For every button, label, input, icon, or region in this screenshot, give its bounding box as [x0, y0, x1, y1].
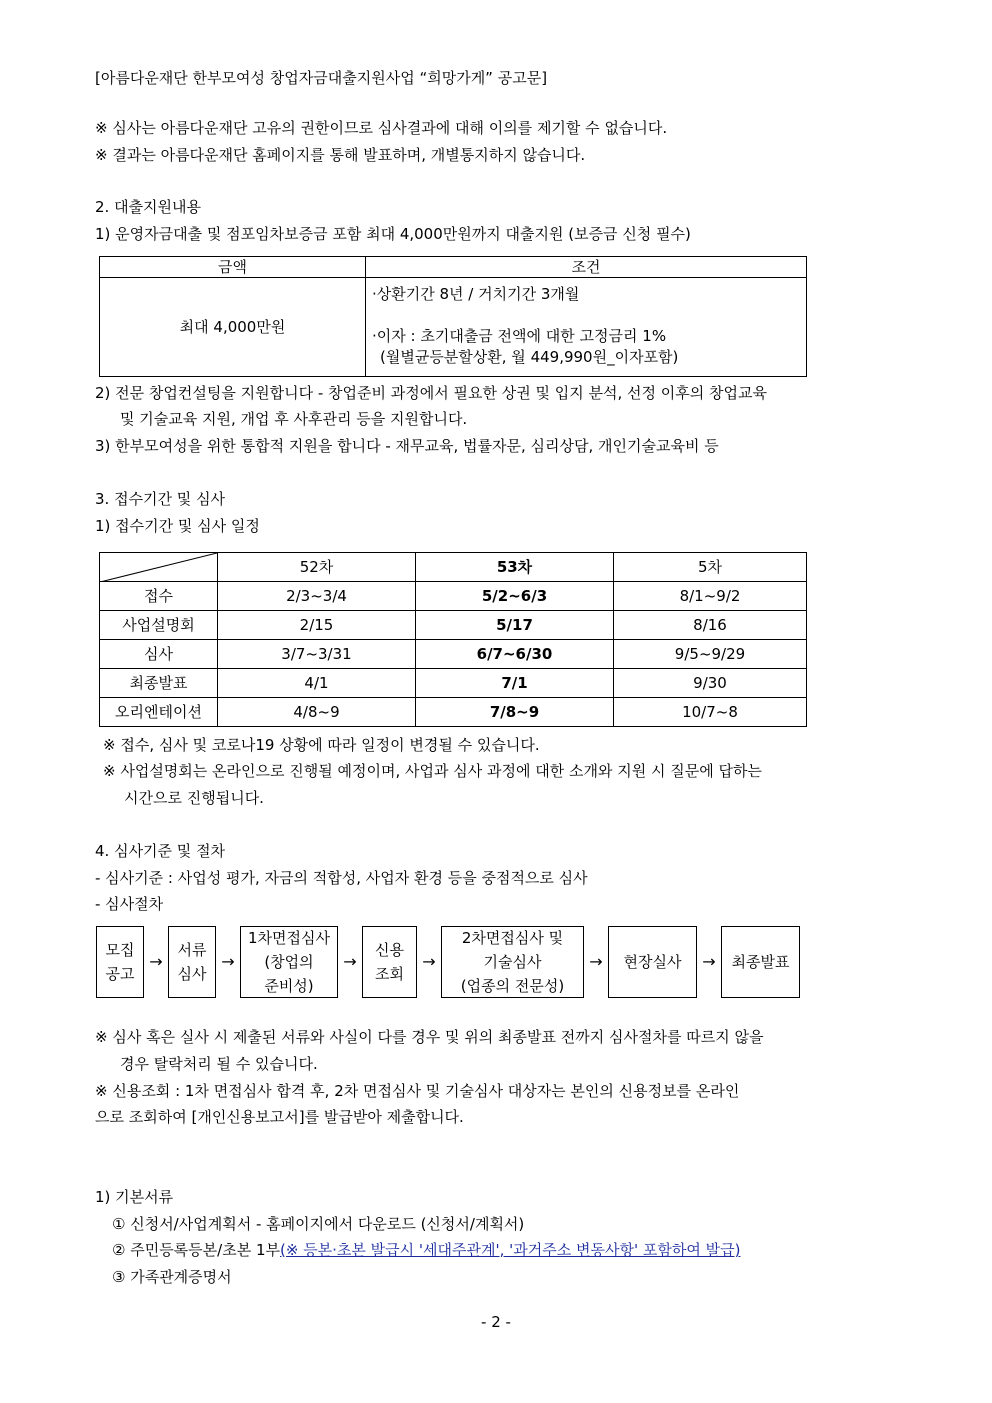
arrow-icon: → [422, 952, 436, 971]
row-value: 9/5~9/29 [614, 640, 807, 669]
loan-table [99, 256, 807, 377]
header-amount: 금액 [100, 257, 366, 278]
step-text: 기술심사 [483, 952, 542, 971]
schedule-row [100, 611, 807, 640]
doc-item-3: ③ 가족관계증명서 [112, 1268, 232, 1286]
row-label: 사업설명회 [100, 611, 218, 640]
step-text: 조회 [375, 964, 404, 983]
arrow-icon: → [149, 952, 163, 971]
row-label: 최종발표 [100, 669, 218, 698]
row-value: 4/8~9 [218, 698, 416, 727]
step-recruitment [96, 926, 144, 998]
section-2-item-2: 2) 전문 창업컨설팅을 지원합니다 - 창업준비 과정에서 필요한 상권 및 입지 분석, 선정 이후의 창업교육 [95, 384, 767, 402]
section-2-item-3: 3) 한부모여성을 위한 통합적 지원을 합니다 - 재무교육, 법률자문, 심리상담, 개인기술교육비 등 [95, 437, 719, 455]
document-header: [아름다운재단 한부모여성 창업자금대출지원사업 “희망가게” 공고문] [95, 69, 548, 87]
row-value: 6/7~6/30 [416, 640, 614, 669]
schedule-row [100, 582, 807, 611]
loan-table-header [100, 257, 807, 278]
step-site-inspection [608, 926, 697, 998]
row-value: 10/7~8 [614, 698, 807, 727]
doc-item-2-text: ② 주민등록등본/초본 1부 [112, 1241, 280, 1259]
section-4-title: 4. 심사기준 및 절차 [95, 842, 226, 860]
schedule-row [100, 698, 807, 727]
col-5: 5차 [614, 553, 807, 582]
amount-cell: 최대 4,000만원 [100, 278, 366, 377]
step-text: 현장실사 [623, 952, 682, 971]
col-52: 52차 [218, 553, 416, 582]
section-4-procedure: - 심사절차 [95, 895, 164, 913]
condition-repayment: ·상환기간 8년 / 거치기간 3개월 [372, 285, 580, 303]
step-text: 최종발표 [731, 952, 790, 971]
loan-table-row [100, 278, 807, 377]
row-label: 접수 [100, 582, 218, 611]
row-value: 9/30 [614, 669, 807, 698]
condition-cell [366, 278, 807, 377]
arrow-icon: → [702, 952, 716, 971]
row-value: 2/3~3/4 [218, 582, 416, 611]
step-second-interview [441, 926, 584, 998]
note-review-authority: ※ 심사는 아름다운재단 고유의 권한이므로 심사결과에 대해 이의를 제기할 수 없습니다. [95, 119, 668, 137]
schedule-header [100, 553, 807, 582]
step-final-announcement [721, 926, 800, 998]
row-label: 오리엔테이션 [100, 698, 218, 727]
section-3-title: 3. 접수기간 및 심사 [95, 490, 226, 508]
section-4-criteria: - 심사기준 : 사업성 평가, 자금의 적합성, 사업자 환경 등을 중점적으로 심사 [95, 869, 588, 887]
step-document-review [168, 926, 216, 998]
step-text: 공고 [105, 964, 135, 983]
diagonal-line [100, 553, 217, 582]
section-4-note-1: ※ 심사 혹은 실사 시 제출된 서류와 사실이 다를 경우 및 위의 최종발표 전까지 심사절차를 따르지 않을 [95, 1028, 764, 1046]
row-label: 심사 [100, 640, 218, 669]
section-2-item-2-cont: 및 기술교육 지원, 개업 후 사후관리 등을 지원합니다. [120, 410, 468, 428]
section-4-note-2: ※ 신용조회 : 1차 면접심사 합격 후, 2차 면접심사 및 기술심사 대상자는 본인의 신용정보를 온라인 [95, 1082, 740, 1100]
step-text: 2차면접심사 및 [461, 928, 564, 947]
section-2-title: 2. 대출지원내용 [95, 198, 202, 216]
step-text: (업종의 전문성) [460, 976, 565, 995]
section-4-note-2-cont: 으로 조회하여 [개인신용보고서]를 발급받아 제출합니다. [95, 1108, 464, 1126]
row-value: 3/7~3/31 [218, 640, 416, 669]
section-2-item-1: 1) 운영자금대출 및 점포임차보증금 포함 최대 4,000만원까지 대출지원 (보증금 신청 필수) [95, 225, 691, 243]
row-value: 2/15 [218, 611, 416, 640]
procedure-flow [96, 924, 800, 999]
doc-item-2-note-link: (※ 등본·초본 발급시 '세대주관계', '과거주소 변동사항' 포함하여 발급) [280, 1241, 741, 1259]
arrow-icon: → [221, 952, 235, 971]
doc-item-2 [112, 1240, 740, 1260]
docs-title: 1) 기본서류 [95, 1188, 174, 1206]
doc-item-1: ① 신청서/사업계획서 - 홈페이지에서 다운로드 (신청서/계획서) [112, 1215, 525, 1233]
schedule-table [99, 552, 807, 727]
step-text: 신용 [375, 940, 404, 959]
step-credit-check [362, 926, 417, 998]
step-first-interview [240, 926, 338, 998]
row-value: 8/16 [614, 611, 807, 640]
step-text: 심사 [177, 964, 207, 983]
schedule-row [100, 640, 807, 669]
diagonal-corner-cell [100, 553, 218, 582]
step-text: 1차면접심사 [248, 928, 330, 947]
step-text: 모집 [105, 940, 135, 959]
arrow-icon: → [589, 952, 603, 971]
header-condition: 조건 [366, 257, 807, 278]
page-number: - 2 - [481, 1313, 511, 1331]
step-text: (창업의 [264, 952, 314, 971]
schedule-note-2: ※ 사업설명회는 온라인으로 진행될 예정이며, 사업과 심사 과정에 대한 소개와 지원 시 질문에 답하는 [103, 762, 762, 780]
section-4-note-1-cont: 경우 탈락처리 될 수 있습니다. [120, 1055, 318, 1073]
row-value: 7/1 [416, 669, 614, 698]
condition-installment: (월별균등분할상환, 월 449,990원_이자포함) [380, 348, 679, 366]
row-value: 8/1~9/2 [614, 582, 807, 611]
step-text: 서류 [177, 940, 207, 959]
row-value: 5/17 [416, 611, 614, 640]
note-result-announcement: ※ 결과는 아름다운재단 홈페이지를 통해 발표하며, 개별통지하지 않습니다. [95, 146, 586, 164]
arrow-icon: → [343, 952, 357, 971]
row-value: 4/1 [218, 669, 416, 698]
step-text: 준비성) [264, 976, 314, 995]
section-3-item-1: 1) 접수기간 및 심사 일정 [95, 517, 260, 535]
schedule-row [100, 669, 807, 698]
col-53: 53차 [416, 553, 614, 582]
condition-interest: ·이자 : 초기대출금 전액에 대한 고정금리 1% [372, 327, 667, 345]
row-value: 7/8~9 [416, 698, 614, 727]
schedule-note-1: ※ 접수, 심사 및 코로나19 상황에 따라 일정이 변경될 수 있습니다. [103, 736, 540, 754]
row-value: 5/2~6/3 [416, 582, 614, 611]
schedule-note-2-cont: 시간으로 진행됩니다. [124, 789, 264, 807]
